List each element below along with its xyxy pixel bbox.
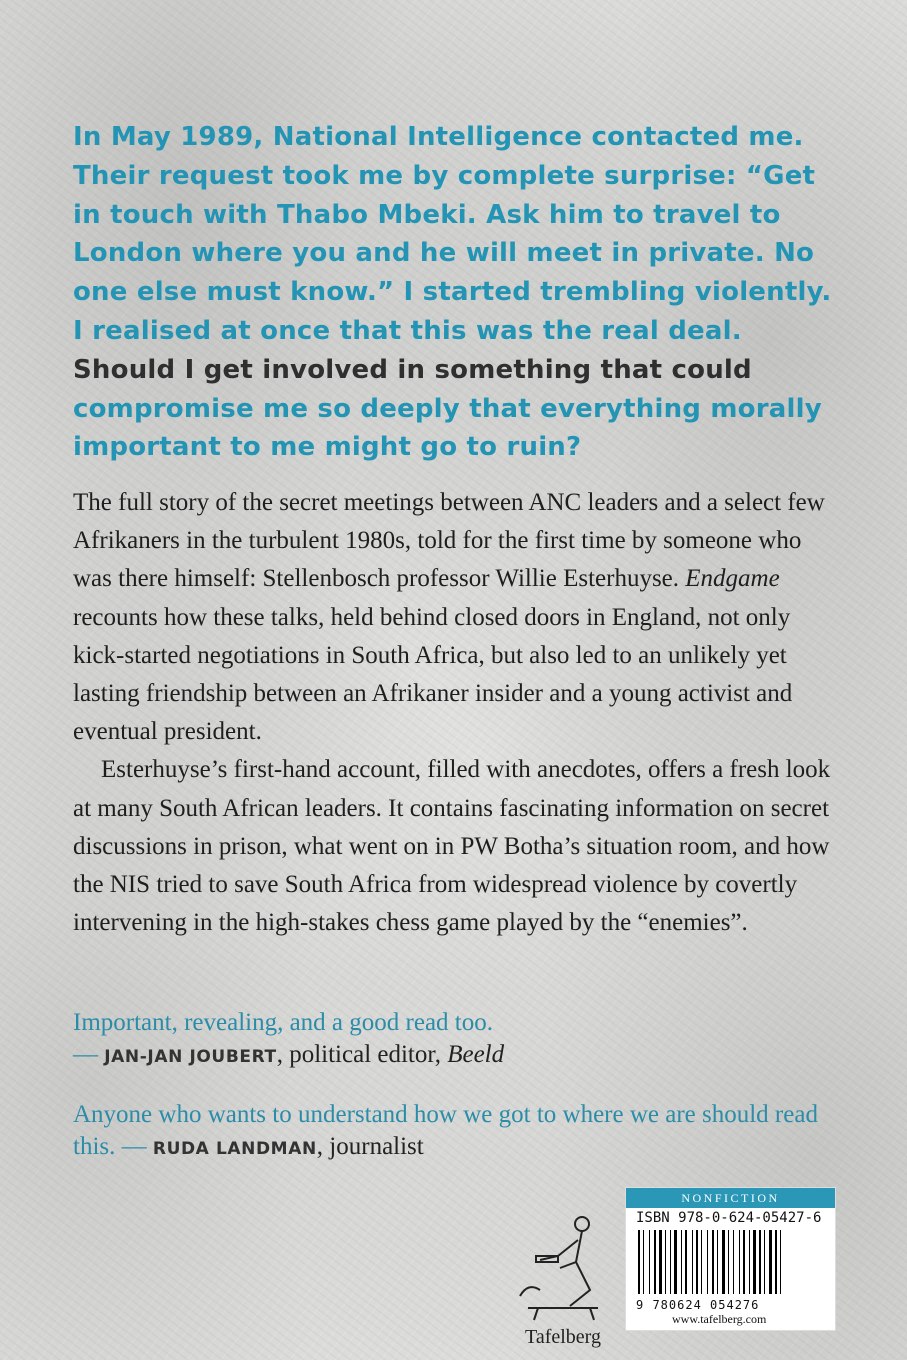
pull-quote-dark-text: Should I get involved in something that could bbox=[73, 354, 752, 385]
endorsement-2 bbox=[73, 1099, 843, 1165]
endorsement-1-text: Important, revealing, and a good read too. bbox=[73, 1009, 493, 1036]
endorsement-1-attribution bbox=[73, 1039, 843, 1073]
book-title: Endgame bbox=[685, 565, 780, 593]
blurb-p1-end: recounts how these talks, held behind closed doors in England, not only kick-started negotiations in South Africa, but also led to an unlikely yet lasting friendship between an Afrikaner insider and a young activist and eventual president. bbox=[73, 603, 793, 746]
endorsement-2-name: RUDA LANDMAN bbox=[152, 1139, 317, 1159]
endorsement-2-role: , journalist bbox=[316, 1133, 424, 1160]
endorsement-1-name: JAN-JAN JOUBERT bbox=[104, 1047, 277, 1067]
blurb-p1-start: The full story of the secret meetings between ANC leaders and a select few Afrikaners in the turbulent 1980s, told for the first time by someone who was there himself: Stellenbosch professor Willie Esterhuyse. bbox=[73, 489, 825, 593]
endorsement-2-text: Anyone who wants to understand how we got to where we are should read this. bbox=[73, 1101, 818, 1160]
barcode-box bbox=[625, 1187, 836, 1331]
endorsement-1-role: , political editor, bbox=[276, 1041, 448, 1068]
isbn-text: ISBN 978-0-624-05427-6 bbox=[636, 1210, 822, 1226]
category-label: NONFICTION bbox=[626, 1188, 835, 1208]
barcode-icon bbox=[634, 1230, 828, 1298]
endorsement-1-outlet: Beeld bbox=[447, 1041, 505, 1068]
endorsement-1-dash: — bbox=[73, 1041, 105, 1068]
publisher-name: Tafelberg bbox=[525, 1326, 601, 1348]
publisher-url: www.tafelberg.com bbox=[672, 1312, 767, 1326]
endorsement-1 bbox=[73, 1007, 843, 1073]
blurb-paragraph-2: Esterhuyse’s first-hand account, filled with anecdotes, offers a fresh look at many South African leaders. It contains fascinating information on secret discussions in prison, what went on in PW Botha’s situation room, and how the NIS tried to save South Africa from widespread violence by covertly intervening in the high-stakes chess game played by the “enemies”. bbox=[73, 756, 831, 937]
pull-quote-end: compromise me so deeply that everything morally important to me might go to ruin? bbox=[73, 393, 822, 463]
scribe-figure-icon bbox=[510, 1210, 616, 1324]
blurb bbox=[73, 484, 843, 942]
blurb-paragraph-1 bbox=[73, 484, 843, 751]
barcode-number: 9 780624 054276 bbox=[636, 1298, 760, 1312]
pull-quote-text: In May 1989, National Intelligence contacted me. Their request took me by complete surprise: “Get in touch with Thabo Mbeki. Ask him to travel to London where you and he will meet in private. No one else must know.” I started trembling violently. I realised at once that this was the real deal. bbox=[73, 122, 832, 346]
publisher-logo bbox=[510, 1210, 616, 1350]
pull-quote bbox=[73, 118, 843, 467]
endorsement-2-dash: — bbox=[121, 1133, 153, 1160]
